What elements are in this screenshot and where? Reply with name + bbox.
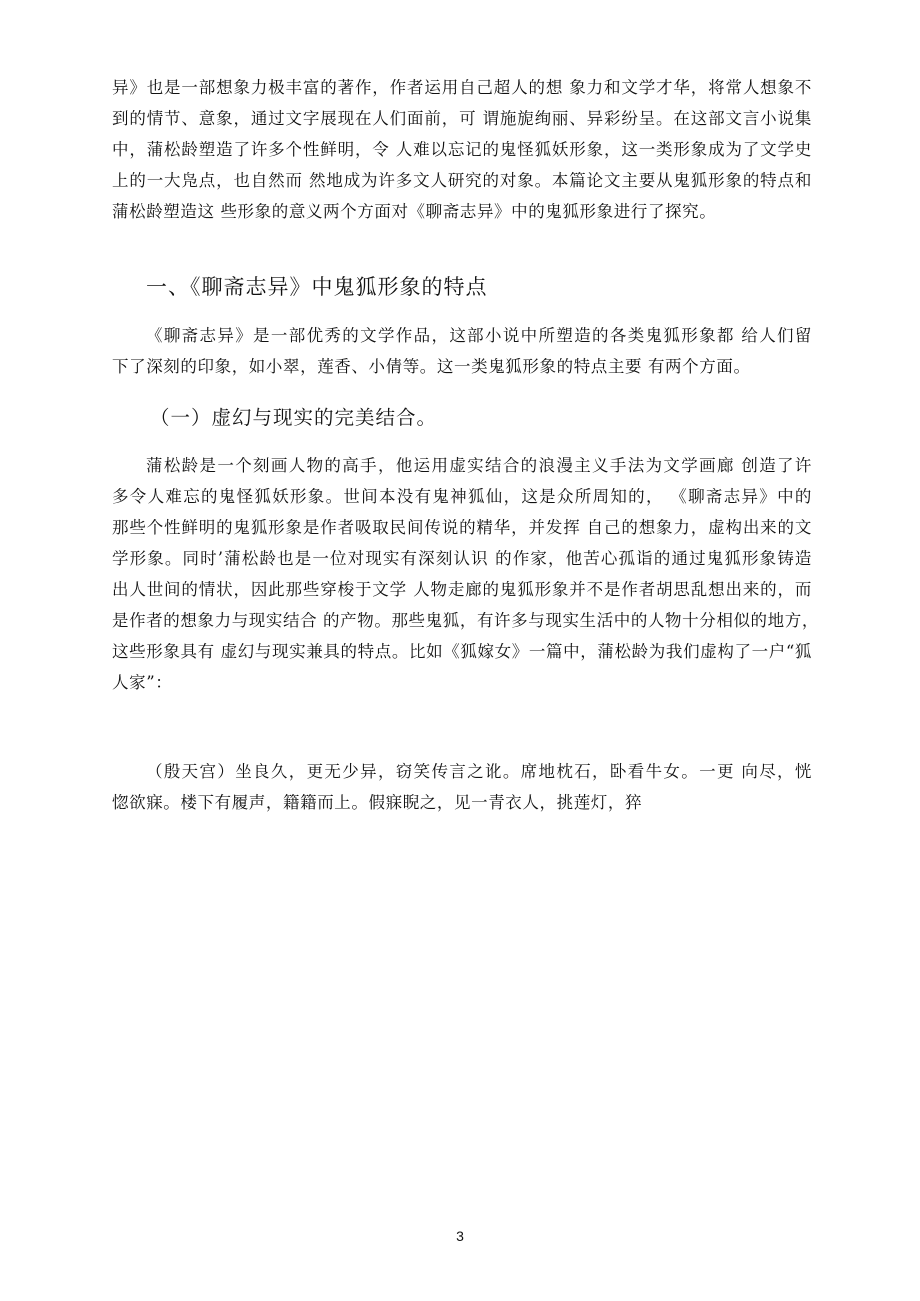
subsection-paragraph <box>112 450 819 698</box>
section-line-2: 下了深刻的印象，如小翠，莲香、小倩等。这一类鬼狐形象的特点主要 有两个方面。 <box>112 357 751 376</box>
intro-line-1: 异》也是一部想象力极丰富的著作，作者运用自己超人的想 象力和文学才华，将常人想象不 <box>112 78 812 97</box>
quote-line-1: （殷天宫）坐良久，更无少异，窃笑传言之讹。席地枕石，卧看牛女。一更 向尽，恍 <box>146 762 812 781</box>
section-line-1: 《聊斋志异》是一部优秀的文学作品，这部小说中所塑造的各类鬼狐形象都 给人们留 <box>146 326 812 345</box>
subsection-line-2: 多令人难忘的鬼怪狐妖形象。世间本没有鬼神狐仙，这是众所周知的， 《聊斋志异》中的 <box>112 487 812 506</box>
intro-line-4: 上的一大凫点，也自然而 然地成为许多文人研究的对象。本篇论文主要从鬼狐形象的特点和 <box>112 171 812 190</box>
subsection-line-4: 学形象。同时’蒲松龄也是一位对现实有深刻认识 的作家，他苦心孤诣的通过鬼狐形象铸造 <box>112 549 812 568</box>
section-heading: 一、《聊斋志异》中鬼狐形象的特点 <box>146 275 488 299</box>
quote-line-2: 惚欲寐。楼下有履声，籍籍而上。假寐睨之，见一青衣人，挑莲灯，猝 <box>112 793 643 812</box>
section-paragraph <box>112 320 812 382</box>
subsection-line-6: 是作者的想象力与现实结合 的产物。那些鬼狐，有许多与现实生活中的人物十分相似的地方， <box>112 611 819 630</box>
subsection-line-8: 人家”： <box>112 673 173 692</box>
subsection-line-1: 蒲松龄是一个刻画人物的高手，他运用虚实结合的浪漫主义手法为文学画廊 创造了许 <box>146 456 812 475</box>
intro-line-2: 到的情节、意象，通过文字展现在人们面前，可 谓施旎绚丽、异彩纷呈。在这部文言小说集 <box>112 109 812 128</box>
subsection-line-7: 这些形象具有 虚幻与现实兼具的特点。比如《狐嫁女》一篇中，蒲松龄为我们虚构了一户“狐 <box>112 642 812 661</box>
intro-line-5: 蒲松龄塑造这 些形象的意义两个方面对《聊斋志异》中的鬼狐形象进行了探究。 <box>112 202 717 221</box>
page-number: 3 <box>456 1228 464 1244</box>
quote-paragraph <box>112 756 812 818</box>
subsection-heading: （一）虚幻与现实的完美结合。 <box>150 406 438 429</box>
intro-paragraph <box>112 72 812 227</box>
intro-line-3: 中，蒲松龄塑造了许多个性鲜明，令 人难以忘记的鬼怪狐妖形象，这一类形象成为了文学史 <box>112 140 812 159</box>
subsection-line-5: 出人世间的情状，因此那些穿梭于文学 人物走廊的鬼狐形象并不是作者胡思乱想出来的，而 <box>112 580 812 599</box>
subsection-line-3: 那些个性鲜明的鬼狐形象是作者吸取民间传说的精华，并发挥 自己的想象力，虚构出来的文 <box>112 518 812 537</box>
